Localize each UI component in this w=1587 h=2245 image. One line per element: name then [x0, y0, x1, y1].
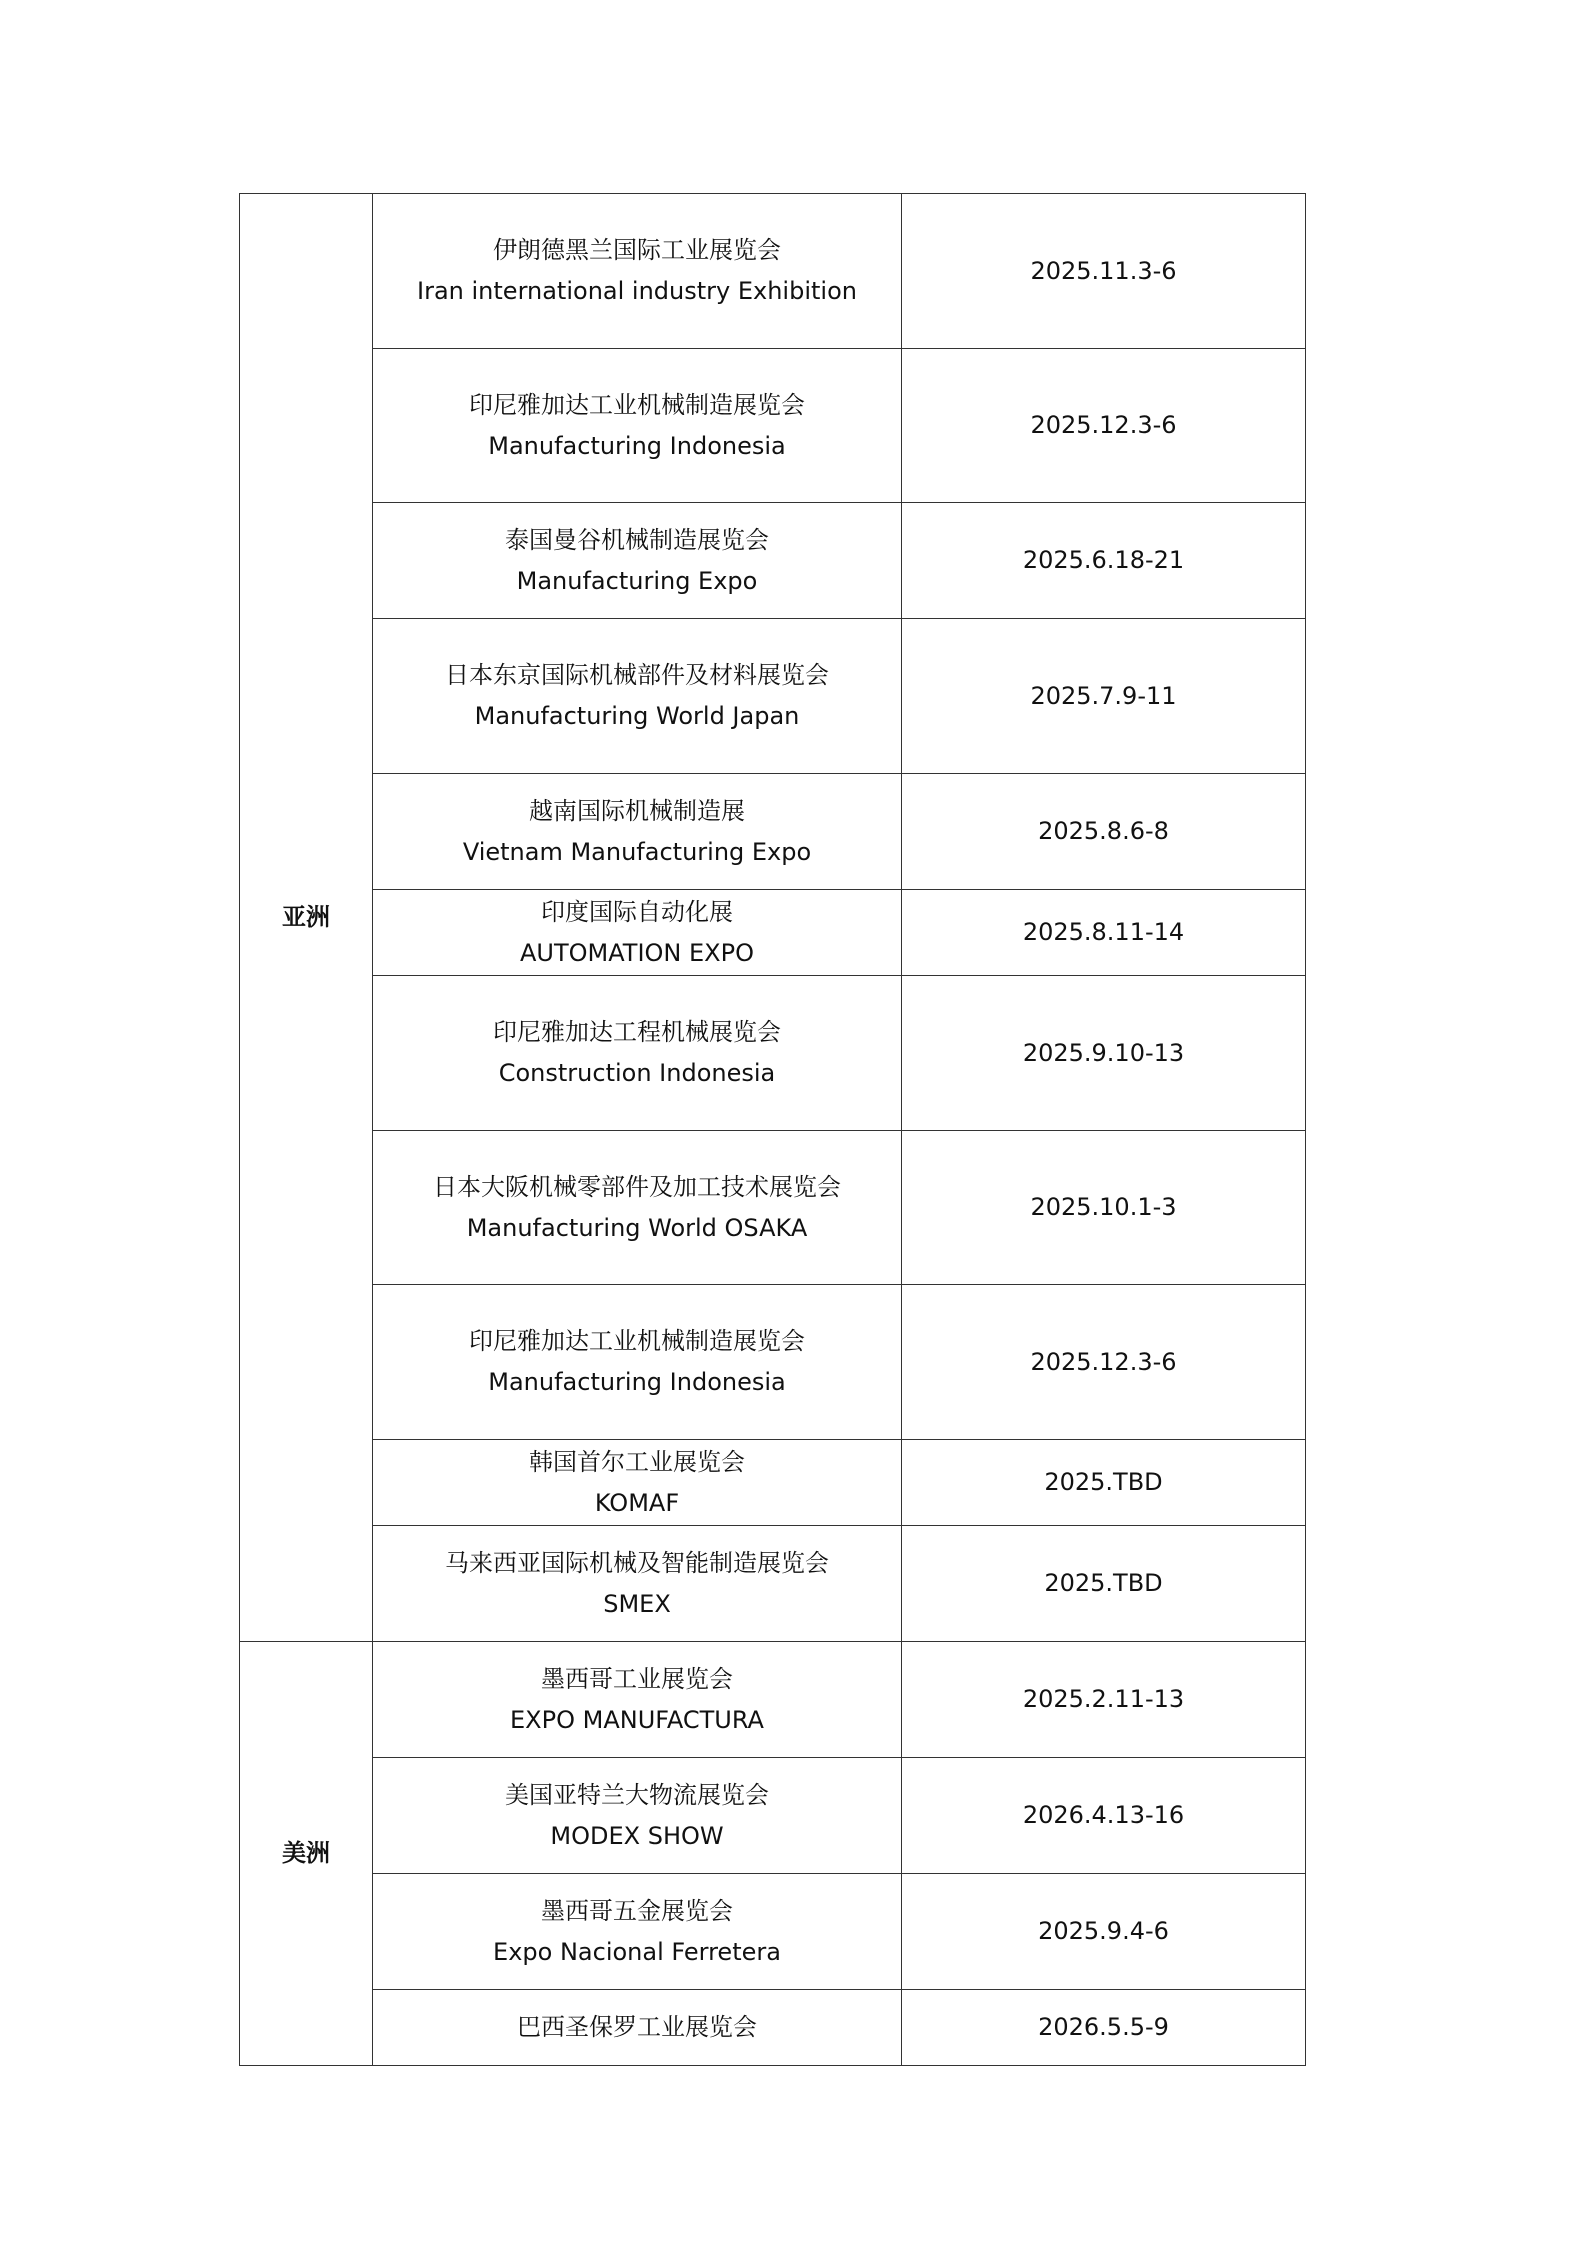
- exhibition-name-zh: 印尼雅加达工程机械展览会: [493, 1018, 781, 1046]
- region-cell-asia: 亚洲: [240, 194, 373, 1642]
- exhibition-date: 2025.9.10-13: [902, 976, 1306, 1131]
- table-row: [240, 774, 1306, 890]
- table-row: [240, 1131, 1306, 1285]
- exhibition-name-zh: 越南国际机械制造展: [529, 796, 745, 825]
- table-row: [240, 349, 1306, 503]
- exhibition-date: 2025.6.18-21: [902, 503, 1306, 619]
- exhibition-name-en: Manufacturing World OSAKA: [466, 1213, 808, 1242]
- exhibition-name-en: Expo Nacional Ferretera: [493, 1937, 781, 1966]
- exhibition-name-cell: [373, 1990, 902, 2066]
- exhibition-name-cell: [373, 349, 902, 503]
- exhibition-name-en: Manufacturing Expo: [516, 566, 758, 595]
- exhibition-name-cell: [373, 503, 902, 619]
- exhibition-name-cell: [373, 774, 902, 890]
- exhibition-name-zh: 美国亚特兰大物流展览会: [505, 1780, 769, 1809]
- exhibition-date: 2025.TBD: [902, 1440, 1306, 1526]
- exhibition-name-en: Construction Indonesia: [498, 1059, 776, 1087]
- exhibition-name-cell: [373, 1285, 902, 1440]
- exhibition-date: 2025.10.1-3: [902, 1131, 1306, 1285]
- exhibition-name-zh: 墨西哥工业展览会: [541, 1664, 733, 1693]
- exhibition-name-en: KOMAF: [594, 1488, 680, 1517]
- exhibition-name-zh: 泰国曼谷机械制造展览会: [505, 525, 769, 554]
- exhibition-name-zh: 巴西圣保罗工业展览会: [517, 2013, 757, 2041]
- exhibition-name-zh: 墨西哥五金展览会: [541, 1896, 733, 1925]
- exhibition-name-zh: 日本东京国际机械部件及材料展览会: [445, 661, 829, 689]
- exhibition-name-zh: 马来西亚国际机械及智能制造展览会: [445, 1548, 829, 1577]
- exhibition-name-cell: [373, 1440, 902, 1526]
- table-row: [240, 1642, 1306, 1758]
- exhibition-name-en: Vietnam Manufacturing Expo: [462, 837, 812, 866]
- exhibition-name-zh: 韩国首尔工业展览会: [529, 1447, 745, 1476]
- exhibition-date: 2025.2.11-13: [902, 1642, 1306, 1758]
- exhibition-date: 2025.12.3-6: [902, 1285, 1306, 1440]
- exhibition-name-zh: 日本大阪机械零部件及加工技术展览会: [433, 1172, 841, 1201]
- table-row: [240, 503, 1306, 619]
- table-row: [240, 976, 1306, 1131]
- exhibition-date: 2025.12.3-6: [902, 349, 1306, 503]
- exhibition-date: 2025.TBD: [902, 1526, 1306, 1642]
- exhibition-name-cell: [373, 1758, 902, 1874]
- exhibition-name-en: AUTOMATION EXPO: [520, 938, 754, 967]
- table-row: [240, 194, 1306, 349]
- table-row: [240, 1758, 1306, 1874]
- exhibition-name-en: MODEX SHOW: [550, 1821, 724, 1850]
- exhibition-name-zh: 印尼雅加达工业机械制造展览会: [469, 390, 805, 419]
- exhibition-name-cell: [373, 619, 902, 774]
- exhibition-name-en: Manufacturing Indonesia: [488, 431, 786, 460]
- exhibition-date: 2025.7.9-11: [902, 619, 1306, 774]
- exhibition-name-cell: [373, 194, 902, 349]
- exhibition-name-en: EXPO MANUFACTURA: [510, 1705, 764, 1734]
- exhibition-name-cell: [373, 1526, 902, 1642]
- exhibition-name-en: Manufacturing World Japan: [474, 702, 800, 730]
- exhibition-date: 2026.4.13-16: [902, 1758, 1306, 1874]
- table-row: [240, 1874, 1306, 1990]
- table-row: [240, 890, 1306, 976]
- exhibition-name-zh: 印度国际自动化展: [541, 897, 733, 926]
- exhibition-name-zh: 印尼雅加达工业机械制造展览会: [469, 1327, 805, 1355]
- exhibition-name-en: SMEX: [603, 1589, 671, 1618]
- exhibition-name-en: Manufacturing Indonesia: [488, 1368, 786, 1396]
- exhibition-name-cell: [373, 1131, 902, 1285]
- region-cell-americas: 美洲: [240, 1642, 373, 2066]
- exhibition-date: 2025.9.4-6: [902, 1874, 1306, 1990]
- table-row: [240, 1990, 1306, 2066]
- table-row: [240, 1440, 1306, 1526]
- table-row: [240, 1526, 1306, 1642]
- exhibition-table: [239, 193, 1306, 2066]
- exhibition-name-cell: [373, 1642, 902, 1758]
- exhibition-date: 2025.8.6-8: [902, 774, 1306, 890]
- exhibition-name-en: Iran international industry Exhibition: [417, 277, 857, 305]
- exhibition-name-cell: [373, 890, 902, 976]
- exhibition-name-cell: [373, 976, 902, 1131]
- table-row: [240, 619, 1306, 774]
- exhibition-date: 2026.5.5-9: [902, 1990, 1306, 2066]
- exhibition-date: 2025.8.11-14: [902, 890, 1306, 976]
- table-row: [240, 1285, 1306, 1440]
- exhibition-date: 2025.11.3-6: [902, 194, 1306, 349]
- exhibition-name-cell: [373, 1874, 902, 1990]
- exhibition-name-zh: 伊朗德黑兰国际工业展览会: [493, 236, 781, 264]
